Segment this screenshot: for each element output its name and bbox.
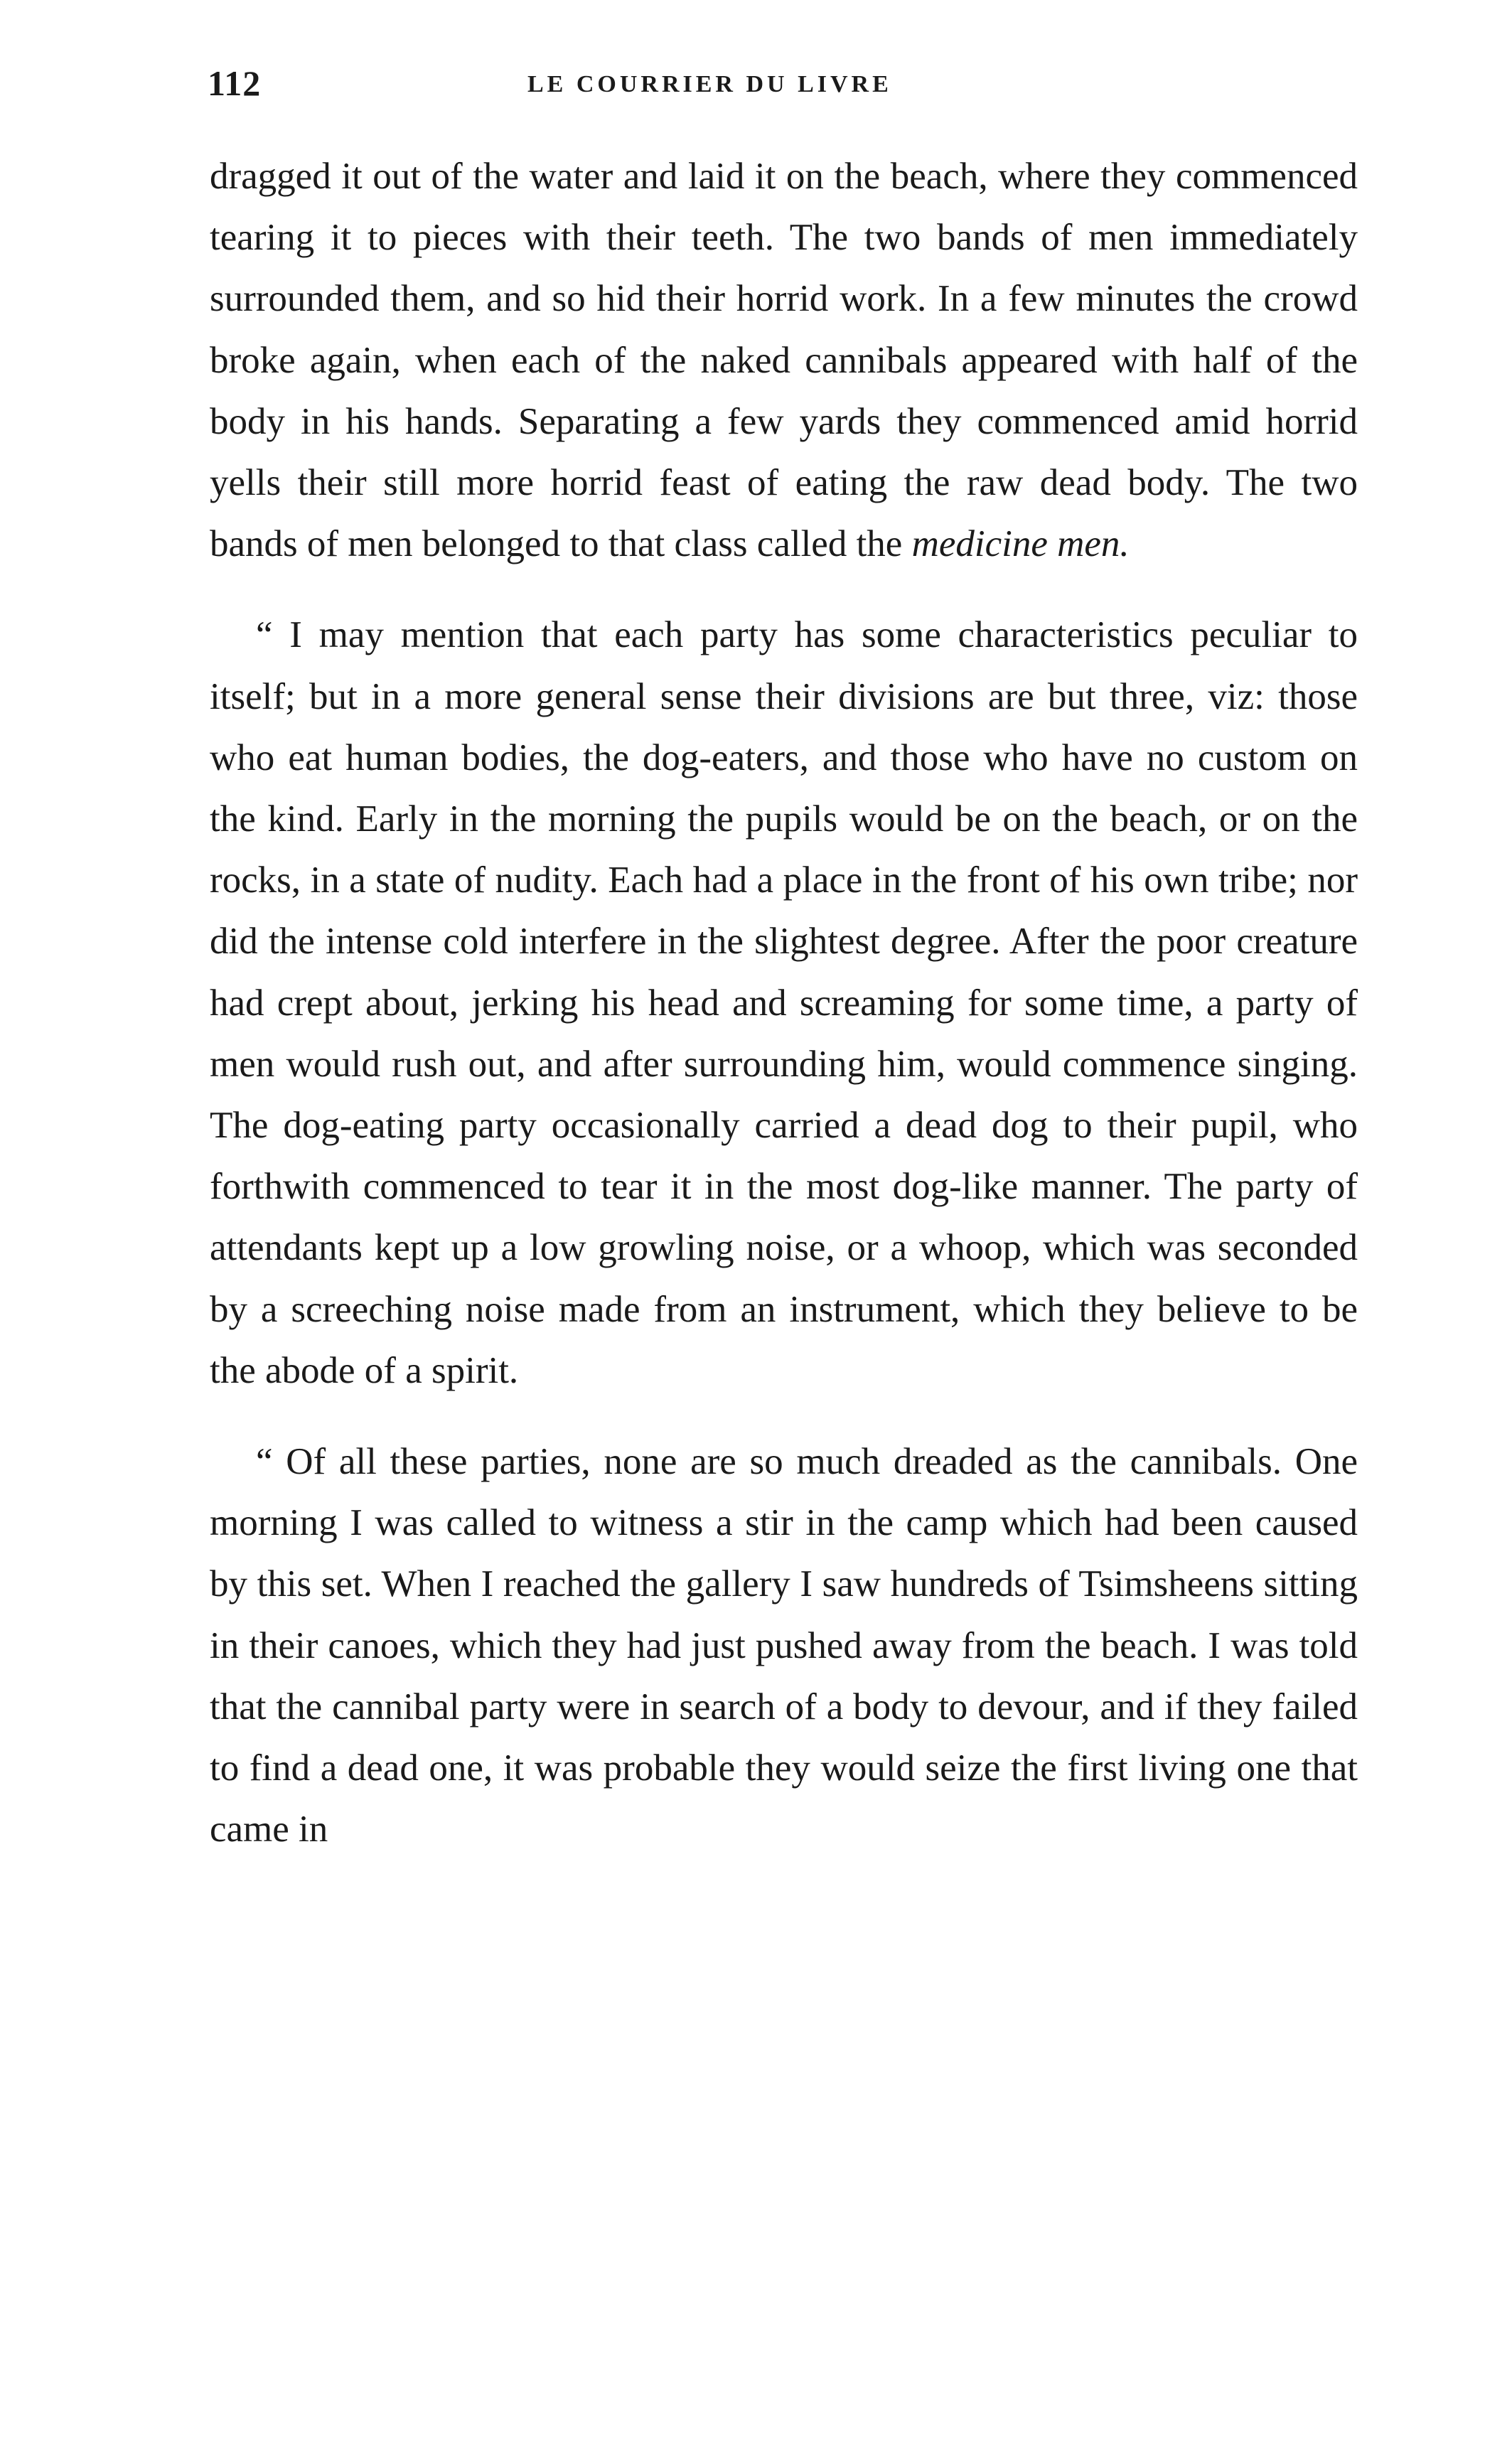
- page-number: 112: [208, 63, 262, 103]
- running-head: LE COURRIER DU LIVRE: [527, 71, 892, 97]
- paragraph-gap: [210, 574, 1358, 604]
- paragraph-gap: [210, 1401, 1358, 1431]
- page-header: [208, 63, 1373, 112]
- paragraph-3: “ Of all these parties, none are so much dreaded as the cannibals. One morning I was called to witness a stir in the camp which had been caused by this set. When I reached the gallery I saw hundreds of Tsimsheens sitting in their canoes, which they had just pushed away from the beach. I was told that the cannibal party were in search of a body to devour, and if they failed to find a dead one, it was probable they would seize the first living one that came in: [210, 1441, 1358, 1850]
- paragraph-1: [210, 146, 1358, 574]
- paragraph-1-text: dragged it out of the water and laid it on the beach, where they commenced tearing it to pieces with their teeth. The two bands of men immediately surrounded them, and so hid their horrid work. In a few minutes the crowd broke again, when each of the naked cannibals appeared with half of the body in his hands. Separating a few yards they commenced amid horrid yells their still more horrid feast of eating the raw dead body. The two bands of men belonged to that class called the: [210, 156, 1358, 565]
- paragraph-2: “ I may mention that each party has some characteristics peculiar to itself; but in a more general sense their divisions are but three, viz: those who eat human bodies, the dog-eaters, and those who have no custom on the kind. Early in the morning the pupils would be on the beach, or on the rocks, in a state of nudity. Each had a place in the front of his own tribe; nor did the intense cold interfere in the slightest degree. After the poor creature had crept about, jerking his head and screaming for some time, a party of men would rush out, and after surrounding him, would commence singing. The dog-eating party occasionally carried a dead dog to their pupil, who forthwith commenced to tear it in the most dog-like manner. The party of attendants kept up a low growling noise, or a whoop, which was seconded by a screeching noise made from an instrument, which they believe to be the abode of a spirit.: [210, 614, 1358, 1391]
- paragraph-1-emphasis: medicine men.: [911, 523, 1130, 565]
- body-text: [210, 146, 1358, 1860]
